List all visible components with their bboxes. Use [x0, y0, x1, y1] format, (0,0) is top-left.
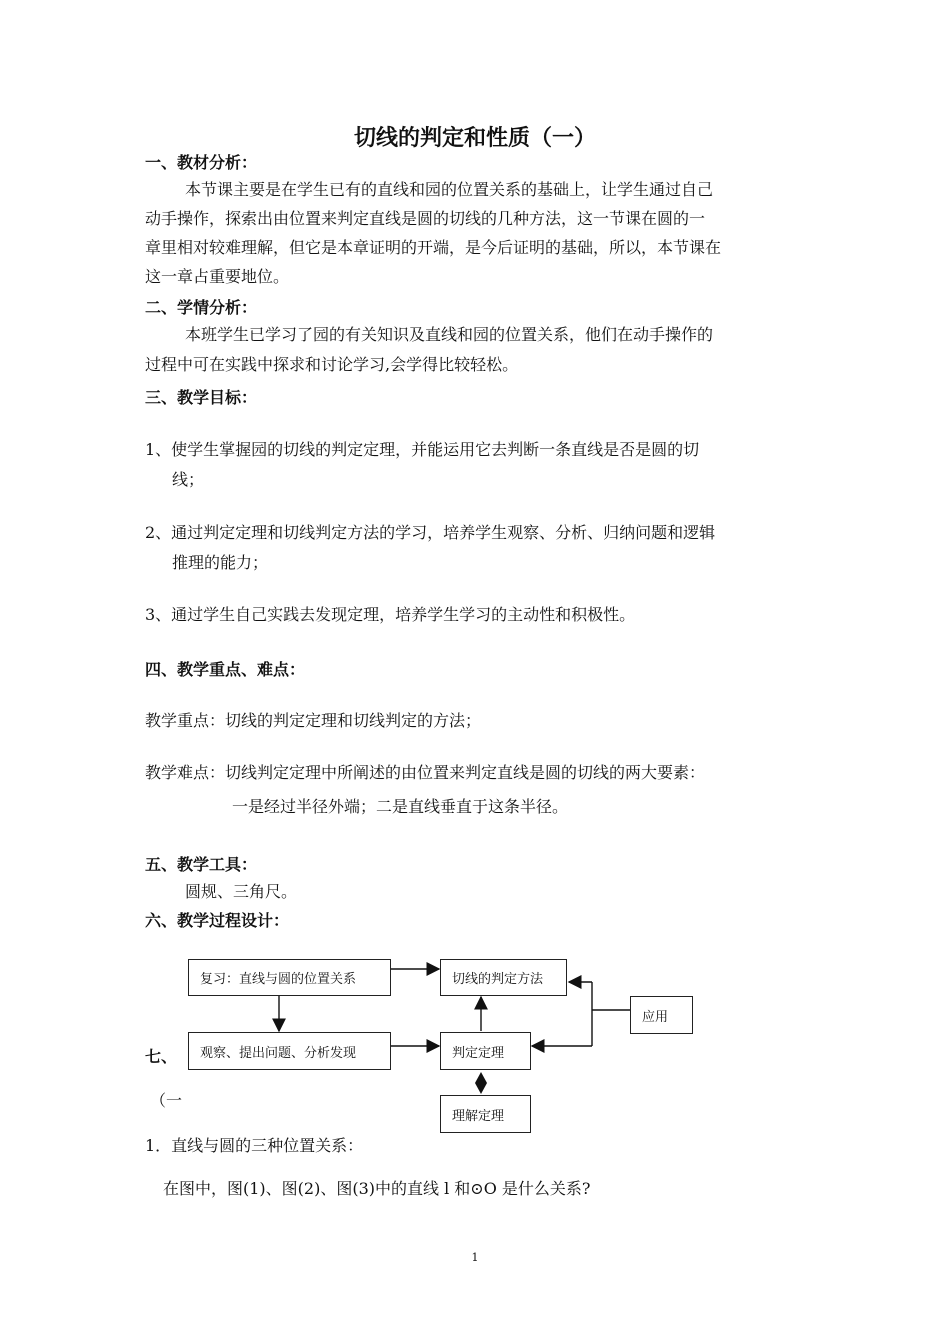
- flow-box-application: [630, 996, 693, 1034]
- item-1-heading: 1．直线与圆的三种位置关系：: [145, 1136, 364, 1155]
- flow-box-review: [188, 959, 391, 996]
- goal-3-line: 3、通过学生自己实践去发现定理，培养学生学习的主动性和积极性。: [145, 605, 636, 624]
- bidirectional-connector-theorem-understand: [475, 1072, 487, 1094]
- section-heading-teaching-process: 六、教学过程设计：: [145, 911, 290, 930]
- page-number: 1: [471, 1251, 479, 1264]
- section-heading-teaching-tools: 五、教学工具：: [145, 855, 258, 874]
- section-heading-partial: 七、: [145, 1047, 178, 1066]
- key-point-line: 教学重点：切线的判定定理和切线判定的方法；: [145, 711, 482, 730]
- flow-box-understand-theorem: [440, 1095, 531, 1133]
- question-line: 在图中，图(1)、图(2)、图(3)中的直线 l 和⊙O 是什么关系?: [163, 1179, 591, 1198]
- section-heading-student-analysis: 二、学情分析：: [145, 298, 258, 317]
- paragraph-line: 章里相对较难理解，但它是本章证明的开端，是今后证明的基础，所以，本节课在: [145, 238, 722, 257]
- flow-box-label: 理解定理: [452, 1108, 505, 1124]
- flow-box-label: 复习：直线与圆的位置关系: [200, 972, 357, 987]
- paragraph-line: 过程中可在实践中探求和讨论学习,会学得比较轻松。: [145, 355, 519, 374]
- flow-box-label: 观察、提出问题、分析发现: [200, 1045, 357, 1061]
- paragraph-line: 本班学生已学习了园的有关知识及直线和园的位置关系，他们在动手操作的: [185, 325, 714, 344]
- page-title: 切线的判定和性质（一）: [353, 126, 596, 151]
- paragraph-line: 这一章占重要地位。: [145, 267, 290, 286]
- goal-1-line: 线；: [172, 470, 205, 489]
- flow-box-label: 应用: [642, 1009, 669, 1025]
- flow-box-judgment-theorem: [440, 1032, 531, 1070]
- flow-box-label: 判定定理: [452, 1045, 505, 1061]
- goal-1-line: 1、使学生掌握园的切线的判定定理，并能运用它去判断一条直线是否是圆的切: [145, 440, 700, 459]
- flow-box-label: 切线的判定方法: [452, 972, 544, 987]
- tools-line: 圆规、三角尺。: [185, 882, 298, 901]
- flow-box-judgment-methods: [440, 959, 567, 996]
- paragraph-line: 本节课主要是在学生已有的直线和园的位置关系的基础上，让学生通过自己: [185, 180, 714, 199]
- goal-2-line: 2、通过判定定理和切线判定方法的学习，培养学生观察、分析、归纳问题和逻辑: [145, 523, 716, 542]
- section-heading-key-points: 四、教学重点、难点：: [145, 660, 306, 679]
- section-heading-textbook-analysis: 一、教材分析：: [145, 153, 258, 172]
- section-heading-teaching-goals: 三、教学目标：: [145, 388, 258, 407]
- difficulty-line: 教学难点：切线判定定理中所阐述的由位置来判定直线是圆的切线的两大要素：: [145, 763, 706, 782]
- flow-box-observe-analyze: [188, 1032, 391, 1070]
- paragraph-line: 动手操作，探索出由位置来判定直线是圆的切线的几种方法，这一节课在圆的一: [145, 209, 706, 228]
- goal-2-line: 推理的能力；: [172, 553, 269, 572]
- difficulty-line: 一是经过半径外端；二是直线垂直于这条半径。: [232, 797, 569, 816]
- subheading-partial: （一: [150, 1091, 183, 1110]
